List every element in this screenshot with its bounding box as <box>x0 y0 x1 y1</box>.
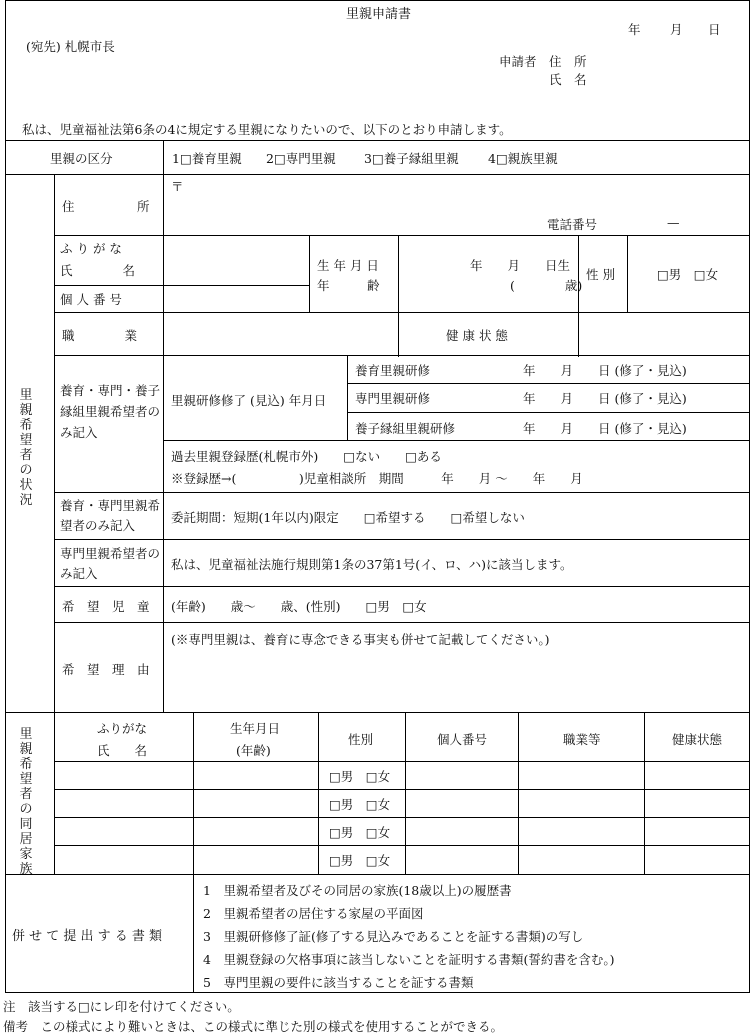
divider <box>54 586 750 587</box>
divider <box>318 712 319 874</box>
category-option-specialist[interactable]: 2□専門里親 <box>266 151 336 166</box>
phone-dash: — <box>667 215 680 230</box>
sex-label: 性 別 <box>586 267 615 282</box>
footer-note: 注 該当する□にレ印を付けてください。 <box>3 999 240 1014</box>
divider <box>309 235 310 312</box>
divider <box>644 712 645 874</box>
divider <box>5 874 750 875</box>
phone-label: 電話番号 <box>547 217 598 232</box>
family-header-age: (年齢) <box>236 743 271 758</box>
foster-only-label: 養育・専門里親希望者のみ記入 <box>60 498 161 533</box>
divider <box>54 622 750 623</box>
furigana-label: ふ り が な <box>60 241 122 256</box>
document-item-4: 4 里親登録の欠格事項に該当しないことを証明する書類(誓約書を含む。) <box>203 952 615 967</box>
divider <box>5 174 750 175</box>
divider <box>54 845 750 846</box>
family-header-furigana: ふりがな <box>97 721 148 736</box>
divider <box>347 412 750 413</box>
divider <box>347 355 348 440</box>
address-label: 住 所 <box>62 199 150 214</box>
registration-history[interactable]: ※登録歴→( )児童相談所 期間 年 月 〜 年 月 <box>171 471 583 486</box>
age-label: 年 齢 <box>317 278 380 293</box>
training-adoption-name: 養子縁組里親研修 <box>355 421 456 436</box>
divider <box>5 712 750 713</box>
document-item-2: 2 里親希望者の居住する家屋の平面図 <box>203 906 424 921</box>
commission-period[interactable]: 委託期間：短期(1年以内)限定 □希望する □希望しない <box>171 510 525 525</box>
sex-value[interactable]: □男 □女 <box>657 267 719 282</box>
document-item-3: 3 里親研修修了証(修了する見込みであることを証する書類)の写し <box>203 929 584 944</box>
divider <box>54 312 750 313</box>
divider <box>347 383 750 384</box>
divider <box>54 761 750 762</box>
postal-mark: 〒 <box>171 179 184 194</box>
divider <box>54 712 55 874</box>
occupation-label: 職 業 <box>62 328 138 343</box>
addressee: (宛先) 札幌市長 <box>26 39 115 54</box>
document-item-5: 5 専門里親の要件に該当することを証する書類 <box>203 975 474 990</box>
divider <box>5 140 750 141</box>
desired-child-label: 希 望 児 童 <box>62 599 150 614</box>
footer-remark: 備考 この様式により難いときは、この様式に準じた別の様式を使用することができる。 <box>3 1019 504 1034</box>
divider <box>54 235 750 236</box>
name-label: 氏 名 <box>60 263 136 278</box>
family-row-4-sex[interactable]: □男 □女 <box>329 853 391 868</box>
divider <box>54 355 750 356</box>
family-header-health: 健康状態 <box>672 732 723 747</box>
family-header-personal-number: 個人番号 <box>437 732 488 747</box>
documents-label: 併 せ て 提 出 す る 書 類 <box>12 929 163 944</box>
training-specialist-date[interactable]: 年 月 日 (修了・見込) <box>523 391 687 406</box>
document-item-1: 1 里親希望者及びその同居の家族(18歳以上)の履歴書 <box>203 883 512 898</box>
applicant-label: 申請者 <box>499 54 537 69</box>
divider <box>578 235 579 357</box>
desired-child-value[interactable]: (年齢) 歳〜 歳、(性別) □男 □女 <box>171 599 427 614</box>
divider <box>54 789 750 790</box>
past-registration[interactable]: 過去里親登録歴(札幌市外) □ない □ある <box>171 449 442 464</box>
birth-label: 生 年 月 日 <box>317 258 379 273</box>
divider <box>54 174 55 714</box>
divider <box>54 817 750 818</box>
training-foster-date[interactable]: 年 月 日 (修了・見込) <box>523 363 687 378</box>
family-row-3-sex[interactable]: □男 □女 <box>329 825 391 840</box>
health-label: 健 康 状 態 <box>446 328 508 343</box>
birth-value[interactable]: 年 月 日生 <box>470 258 571 273</box>
divider <box>193 874 194 993</box>
category-option-foster[interactable]: 1□養育里親 <box>172 151 242 166</box>
applicant-address-label: 住 所 <box>549 54 587 69</box>
applicant-section-label: 里親希望者の状況 <box>19 388 33 508</box>
divider <box>518 712 519 874</box>
divider <box>54 492 750 493</box>
family-header-occupation: 職業等 <box>563 732 601 747</box>
specialist-only-label: 専門里親希望者のみ記入 <box>60 546 161 581</box>
training-foster-name: 養育里親研修 <box>355 363 431 378</box>
family-header-sex: 性別 <box>348 732 374 747</box>
form-title: 里親申請書 <box>346 7 412 22</box>
personal-number-label: 個 人 番 号 <box>60 292 122 307</box>
divider <box>627 235 628 312</box>
family-header-name: 氏 名 <box>97 743 148 758</box>
family-row-1-sex[interactable]: □男 □女 <box>329 769 391 784</box>
divider <box>163 174 164 712</box>
divider <box>163 140 164 174</box>
divider <box>54 285 309 286</box>
training-completion-label: 里親研修修了 (見込) 年月日 <box>171 393 327 408</box>
date-year: 年 <box>628 22 641 37</box>
divider <box>398 235 399 357</box>
date-month: 月 <box>670 22 683 37</box>
family-row-2-sex[interactable]: □男 □女 <box>329 797 391 812</box>
training-adoption-date[interactable]: 年 月 日 (修了・見込) <box>523 421 687 436</box>
declaration-text: 私は、児童福祉法第6条の4に規定する里親になりたいので、以下のとおり申請します。 <box>22 122 512 137</box>
applicant-name-label: 氏 名 <box>549 72 587 87</box>
divider <box>405 712 406 874</box>
divider <box>163 440 750 441</box>
category-option-kinship[interactable]: 4□親族里親 <box>488 151 558 166</box>
date-day: 日 <box>708 22 721 37</box>
family-section-label: 里親希望者の同居家族 <box>19 727 33 877</box>
training-section-label: 養育・専門・養子縁組里親希望者のみ記入 <box>60 383 161 440</box>
category-label: 里親の区分 <box>50 151 113 166</box>
family-header-birth: 生年月日 <box>230 721 281 736</box>
divider <box>193 712 194 874</box>
reason-note: (※専門里親は、養育に専念できる事実も併せて記載してください。) <box>171 632 550 647</box>
category-option-adoption[interactable]: 3□養子縁組里親 <box>364 151 459 166</box>
specialist-text: 私は、児童福祉法施行規則第1条の37第1号(イ、ロ、ハ)に該当します。 <box>171 557 573 572</box>
training-specialist-name: 専門里親研修 <box>355 391 431 406</box>
divider <box>54 539 750 540</box>
age-value[interactable]: ( 歳) <box>510 278 583 293</box>
reason-label: 希 望 理 由 <box>62 662 150 677</box>
